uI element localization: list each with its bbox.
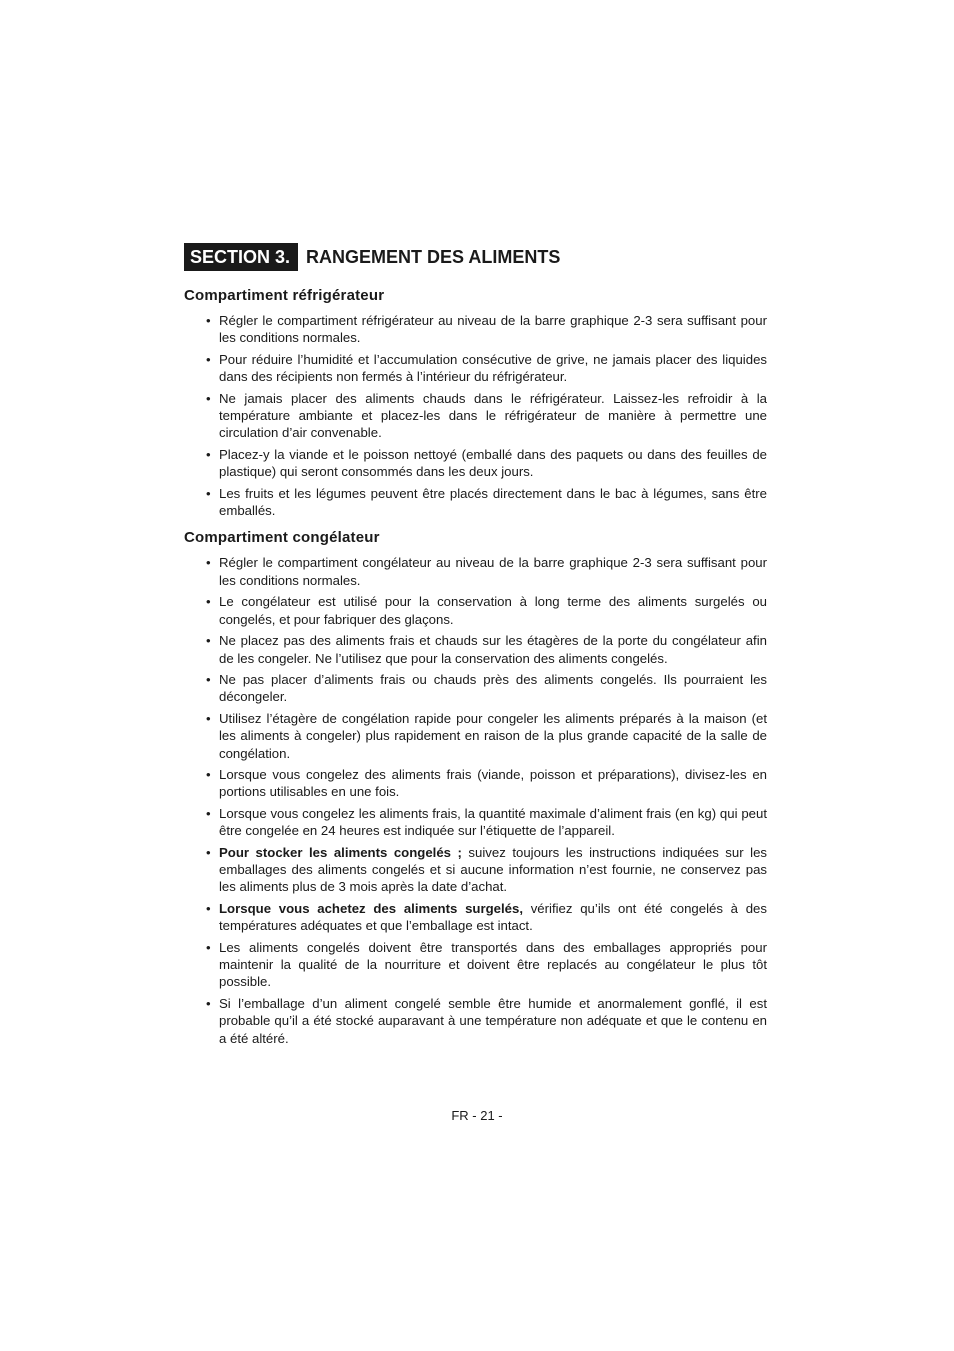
fridge-bullet-list (184, 312, 767, 519)
bullet-text: Régler le compartiment réfrigérateur au niveau de la barre graphique 2-3 sera suffisant pour les conditions normales. (219, 313, 767, 346)
bullet-text: Ne pas placer d’aliments frais ou chauds près des aliments congelés. Ils pourraient les décongeler. (219, 671, 767, 705)
list-item (184, 900, 767, 935)
bullet-text: Les aliments congelés doivent être transportés dans des emballages appropriés pour maintenir la qualité de la nourriture et doivent être replacés au congélateur le plus tôt possible. (219, 939, 767, 990)
freezer-bullet-list (184, 554, 767, 1047)
bullet-bold-lead: Pour stocker les aliments congelés ; (219, 844, 462, 860)
bullet-text: Le congélateur est utilisé pour la conservation à long terme des aliments surgelés ou congelés, et pour fabriquer des glaçons. (219, 594, 767, 627)
bullet-text: Placez-y la viande et le poisson nettoyé (emballé dans des paquets ou dans des feuilles de plastique) qui seront consommés dans les deux jours. (219, 446, 767, 480)
bullet-text: Ne jamais placer des aliments chauds dans le réfrigérateur. Laissez-les refroidir à la température ambiante et placez-les dans le réfrigérateur de manière à permettre une circulation d’air convenable. (219, 390, 767, 441)
list-item (184, 844, 767, 896)
list-item (184, 351, 767, 386)
list-item (184, 632, 767, 667)
section-badge: SECTION 3. (184, 243, 298, 271)
bullet-marker: • (206, 446, 211, 462)
list-item (184, 766, 767, 801)
bullet-text: Lorsque vous congelez les aliments frais, la quantité maximale d’aliment frais (en kg) qui peut être congelée en 24 heures est indiquée sur l’étiquette de l’appareil. (219, 805, 767, 839)
bullet-text: Si l’emballage d’un aliment congelé semble être humide et anormalement gonflé, il est probable qu’il a été stocké auparavant à une température non adéquate et que le contenu en a été altéré. (219, 995, 767, 1046)
section-title: RANGEMENT DES ALIMENTS (306, 246, 561, 267)
bullet-marker: • (206, 351, 211, 367)
list-item (184, 805, 767, 840)
bullet-marker: • (206, 766, 211, 782)
bullet-text: Régler le compartiment congélateur au niveau de la barre graphique 2-3 sera suffisant pour les conditions normales. (219, 555, 767, 588)
list-item (184, 446, 767, 481)
bullet-marker: • (206, 844, 211, 860)
bullet-marker: • (206, 594, 211, 610)
list-item (184, 671, 767, 706)
bullet-marker: • (206, 485, 211, 501)
bullet-text: Ne placez pas des aliments frais et chauds sur les étagères de la porte du congélateur afin de les congeler. Ne l’utilisez que pour la conservation des aliments congelés. (219, 633, 767, 666)
bullet-marker: • (206, 555, 211, 571)
list-item (184, 485, 767, 520)
bullet-marker: • (206, 900, 211, 916)
freezer-heading: Compartiment congélateur (184, 529, 380, 547)
bullet-text: Les fruits et les légumes peuvent être placés directement dans le bac à légumes, sans être emballés. (219, 485, 767, 519)
bullet-text: Utilisez l’étagère de congélation rapide pour congeler les aliments préparés à la maison (et les aliments à congeler) plus rapidement en raison de la plus grande capacité de la salle de congélation. (219, 710, 767, 761)
bullet-marker: • (206, 995, 211, 1011)
bullet-text: Pour réduire l’humidité et l’accumulation consécutive de grive, ne jamais placer des liquides dans des récipients non fermés à l’intérieur du réfrigérateur. (219, 351, 767, 385)
bullet-text: vérifiez qu’ils ont été congelés à des températures adéquates et que l’emballage est intact. (219, 900, 767, 934)
list-item (184, 593, 767, 628)
bullet-text: suivez toujours les instructions indiquées sur les emballages des aliments congelés et si aucune information n’est fournie, ne conservez pas les aliments plus de 3 mois après la date d’achat. (219, 844, 767, 895)
bullet-marker: • (206, 805, 211, 821)
bullet-bold-lead: Lorsque vous achetez des aliments surgelés, (219, 900, 523, 916)
section-header (184, 243, 767, 271)
list-item (184, 939, 767, 991)
bullet-marker: • (206, 671, 211, 687)
list-item (184, 710, 767, 762)
bullet-marker: • (206, 710, 211, 726)
page-number: FR - 21 - (451, 1108, 503, 1123)
page-content (184, 243, 767, 1053)
list-item (184, 995, 767, 1047)
bullet-marker: • (206, 313, 211, 328)
fridge-heading: Compartiment réfrigérateur (184, 287, 385, 304)
bullet-marker: • (206, 939, 211, 955)
bullet-text: Lorsque vous congelez des aliments frais (viande, poisson et préparations), divisez-les en portions utilisables en une fois. (219, 766, 767, 800)
list-item (184, 554, 767, 589)
bullet-marker: • (206, 390, 211, 406)
list-item (184, 312, 767, 347)
bullet-marker: • (206, 633, 211, 649)
list-item (184, 390, 767, 442)
